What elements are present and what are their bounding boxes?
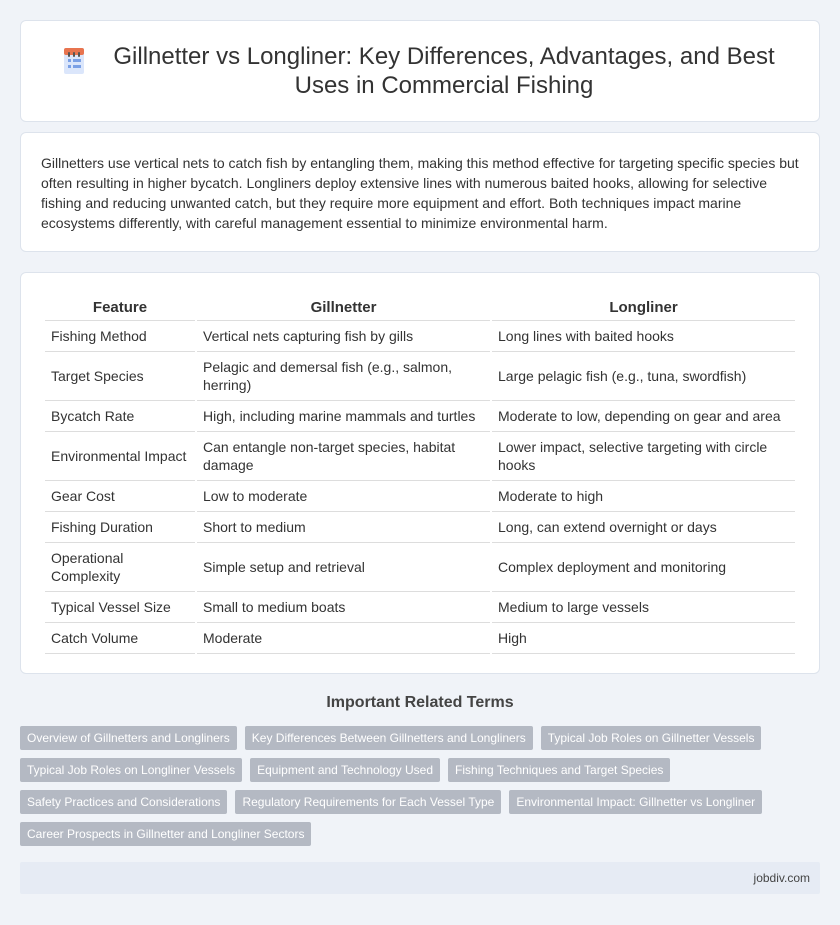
title-wrap xyxy=(61,42,779,100)
document-icon xyxy=(61,46,87,76)
related-term-link[interactable]: Fishing Techniques and Target Species xyxy=(448,758,670,782)
table-cell: Moderate xyxy=(197,623,490,654)
related-term-link[interactable]: Career Prospects in Gillnetter and Longliner Sectors xyxy=(20,822,311,846)
table-header-row xyxy=(45,293,795,321)
table-cell: Long lines with baited hooks xyxy=(492,321,795,352)
table-cell: Long, can extend overnight or days xyxy=(492,512,795,543)
table-cell: Small to medium boats xyxy=(197,592,490,623)
table-cell: Catch Volume xyxy=(45,623,195,654)
related-term-link[interactable]: Key Differences Between Gillnetters and Longliners xyxy=(245,726,533,750)
table-row xyxy=(45,432,795,481)
table-cell: Short to medium xyxy=(197,512,490,543)
comparison-table xyxy=(43,293,797,654)
related-term-link[interactable]: Typical Job Roles on Longliner Vessels xyxy=(20,758,242,782)
table-cell: Fishing Duration xyxy=(45,512,195,543)
column-header: Feature xyxy=(45,293,195,321)
table-cell: Can entangle non-target species, habitat damage xyxy=(197,432,490,481)
table-cell: Pelagic and demersal fish (e.g., salmon, herring) xyxy=(197,352,490,401)
table-cell: Low to moderate xyxy=(197,481,490,512)
table-cell: High, including marine mammals and turtles xyxy=(197,401,490,432)
page-title: Gillnetter vs Longliner: Key Differences, Advantages, and Best Uses in Commercial Fishing xyxy=(113,43,775,99)
table-row xyxy=(45,352,795,401)
site-link[interactable]: jobdiv.com xyxy=(753,871,810,885)
table-cell: Typical Vessel Size xyxy=(45,592,195,623)
related-term-link[interactable]: Regulatory Requirements for Each Vessel Type xyxy=(235,790,501,814)
table-cell: Environmental Impact xyxy=(45,432,195,481)
related-terms-list xyxy=(20,726,820,846)
table-row xyxy=(45,623,795,654)
table-cell: Vertical nets capturing fish by gills xyxy=(197,321,490,352)
table-cell: Simple setup and retrieval xyxy=(197,543,490,592)
table-row xyxy=(45,512,795,543)
related-term-link[interactable]: Environmental Impact: Gillnetter vs Longliner xyxy=(509,790,762,814)
footer xyxy=(20,862,820,894)
table-cell: Gear Cost xyxy=(45,481,195,512)
related-term-link[interactable]: Typical Job Roles on Gillnetter Vessels xyxy=(541,726,762,750)
table-cell: High xyxy=(492,623,795,654)
table-cell: Moderate to low, depending on gear and area xyxy=(492,401,795,432)
column-header: Longliner xyxy=(492,293,795,321)
table-row xyxy=(45,481,795,512)
related-term-link[interactable]: Equipment and Technology Used xyxy=(250,758,440,782)
column-header: Gillnetter xyxy=(197,293,490,321)
table-row xyxy=(45,321,795,352)
table-cell: Complex deployment and monitoring xyxy=(492,543,795,592)
table-cell: Fishing Method xyxy=(45,321,195,352)
table-cell: Medium to large vessels xyxy=(492,592,795,623)
table-cell: Target Species xyxy=(45,352,195,401)
table-row xyxy=(45,592,795,623)
header-card xyxy=(20,20,820,122)
table-cell: Large pelagic fish (e.g., tuna, swordfish) xyxy=(492,352,795,401)
related-term-link[interactable]: Safety Practices and Considerations xyxy=(20,790,227,814)
table-row xyxy=(45,401,795,432)
intro-paragraph: Gillnetters use vertical nets to catch fish by entangling them, making this method effective for targeting specific species but often resulting in higher bycatch. Longliners deploy extensive lines with numerous baited hooks, allowing for selective fishing and reducing unwanted catch, but they require more equipment and effort. Both techniques impact marine ecosystems differently, with careful management essential to minimize environmental harm. xyxy=(41,155,799,231)
table-cell: Operational Complexity xyxy=(45,543,195,592)
related-terms-heading: Important Related Terms xyxy=(326,694,514,711)
table-cell: Bycatch Rate xyxy=(45,401,195,432)
related-term-link[interactable]: Overview of Gillnetters and Longliners xyxy=(20,726,237,750)
table-cell: Moderate to high xyxy=(492,481,795,512)
table-row xyxy=(45,543,795,592)
comparison-table-card xyxy=(20,272,820,674)
table-cell: Lower impact, selective targeting with circle hooks xyxy=(492,432,795,481)
intro-card xyxy=(20,132,820,252)
